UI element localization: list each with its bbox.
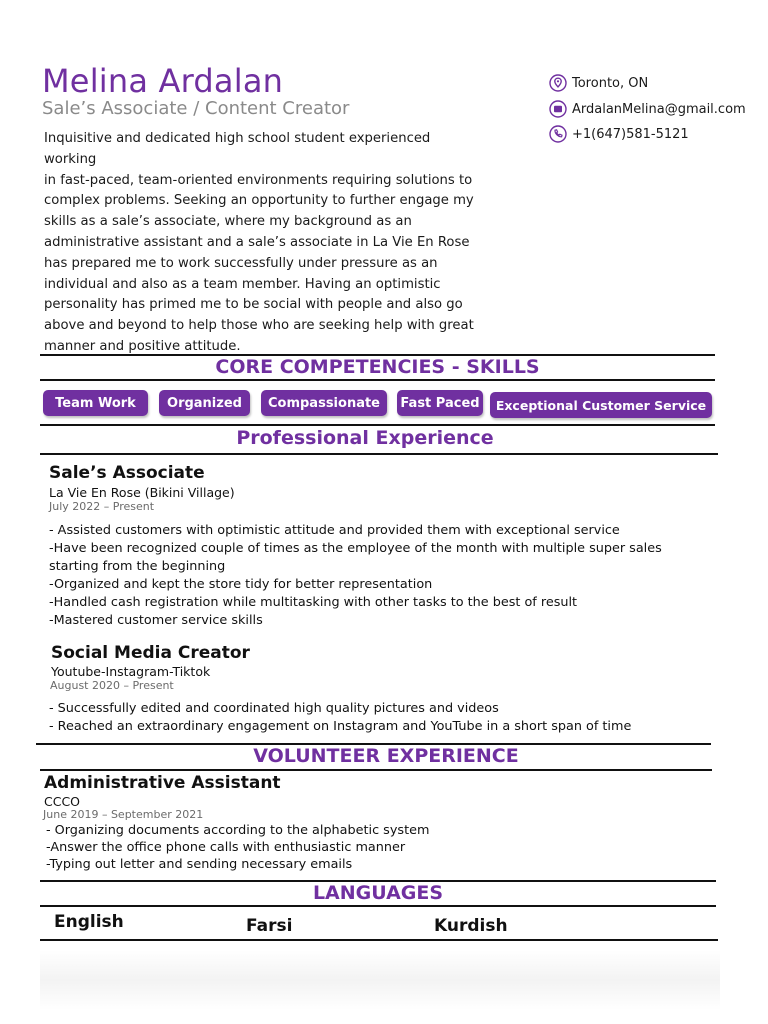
contact-email[interactable] <box>548 99 746 119</box>
section-divider <box>40 905 716 907</box>
section-divider <box>40 453 718 455</box>
list-item: - Assisted customers with optimistic attitude and provided them with exceptional service <box>49 523 620 538</box>
job-dates: August 2020 – Present <box>50 679 174 692</box>
language-item: Farsi <box>246 916 293 936</box>
section-divider <box>40 939 718 941</box>
job-company: Youtube-Instagram-Tiktok <box>51 664 211 679</box>
email-icon <box>548 99 568 119</box>
job-bullets <box>49 522 709 630</box>
language-item: English <box>54 912 124 932</box>
contact-phone[interactable] <box>548 124 689 144</box>
list-item: -Answer the office phone calls with enthusiastic manner <box>46 840 406 855</box>
skill-tag: Compassionate <box>261 390 387 416</box>
list-item: -Organized and kept the store tidy for better representation <box>49 577 433 592</box>
volunteer-bullets <box>46 822 706 873</box>
location-text: Toronto, ON <box>572 75 649 91</box>
summary-line: personality has primed me to be social with people and also go <box>44 297 463 313</box>
volunteer-org: CCCO <box>44 794 81 809</box>
job-company: La Vie En Rose (Bikini Village) <box>49 485 235 500</box>
section-divider <box>40 379 715 381</box>
skills-section-title: CORE COMPETENCIES - SKILLS <box>215 356 540 378</box>
list-item: -Have been recognized couple of times as the employee of the month with multiple super sales <box>49 541 662 556</box>
list-item: starting from the beginning <box>49 559 226 574</box>
list-item: -Handled cash registration while multitasking with other tasks to the best of result <box>49 595 578 610</box>
skill-tag: Fast Paced <box>397 390 483 416</box>
summary-line: individual and also as a team member. Having an optimistic <box>44 276 441 292</box>
skill-tag: Organized <box>159 390 250 416</box>
summary-line: skills as a sale’s associate, where my background as an <box>44 214 412 230</box>
resume-name: Melina Ardalan <box>42 62 284 100</box>
list-item: - Successfully edited and coordinated high quality pictures and videos <box>49 701 499 716</box>
list-item: - Reached an extraordinary engagement on Instagram and YouTube in a short span of time <box>49 719 632 734</box>
job-title: Social Media Creator <box>51 643 250 663</box>
skill-tag: Team Work <box>43 390 148 416</box>
summary-line: above and beyond to help those who are seeking help with great <box>44 318 474 334</box>
summary-paragraph <box>44 129 474 358</box>
resume-subtitle: Sale’s Associate / Content Creator <box>42 98 350 119</box>
job-bullets <box>49 700 709 736</box>
summary-line: Inquisitive and dedicated high school student experienced working <box>44 131 431 167</box>
email-text[interactable]: ArdalanMelina@gmail.com <box>572 101 746 117</box>
languages-section-title: LANGUAGES <box>312 882 444 904</box>
summary-line: administrative assistant and a sale’s associate in La Vie En Rose <box>44 234 470 250</box>
summary-line: complex problems. Seeking an opportunity to further engage my <box>44 193 474 209</box>
list-item: -Typing out letter and sending necessary emails <box>46 857 353 872</box>
skill-tag: Exceptional Customer Service <box>490 392 712 418</box>
section-divider <box>40 769 712 771</box>
job-title: Sale’s Associate <box>49 463 205 483</box>
phone-icon <box>548 124 568 144</box>
summary-line: in fast-paced, team-oriented environments requiring solutions to <box>44 172 473 188</box>
volunteer-section-title: VOLUNTEER EXPERIENCE <box>253 745 519 767</box>
phone-text[interactable]: +1(647)581-5121 <box>572 126 689 142</box>
job-dates: July 2022 – Present <box>49 500 155 513</box>
experience-section-title: Professional Experience <box>236 427 494 449</box>
page-bottom-fade <box>40 950 720 1010</box>
volunteer-dates: June 2019 – September 2021 <box>43 808 204 821</box>
contact-location <box>548 73 648 93</box>
summary-line: manner and positive attitude. <box>44 338 241 354</box>
summary-line: has prepared me to work successfully under pressure as an <box>44 255 438 271</box>
volunteer-role: Administrative Assistant <box>44 773 281 793</box>
map-pin-icon <box>548 73 568 93</box>
section-divider <box>40 424 715 426</box>
list-item: -Mastered customer service skills <box>49 613 263 628</box>
list-item: - Organizing documents according to the alphabetic system <box>46 823 430 838</box>
language-item: Kurdish <box>434 916 508 936</box>
